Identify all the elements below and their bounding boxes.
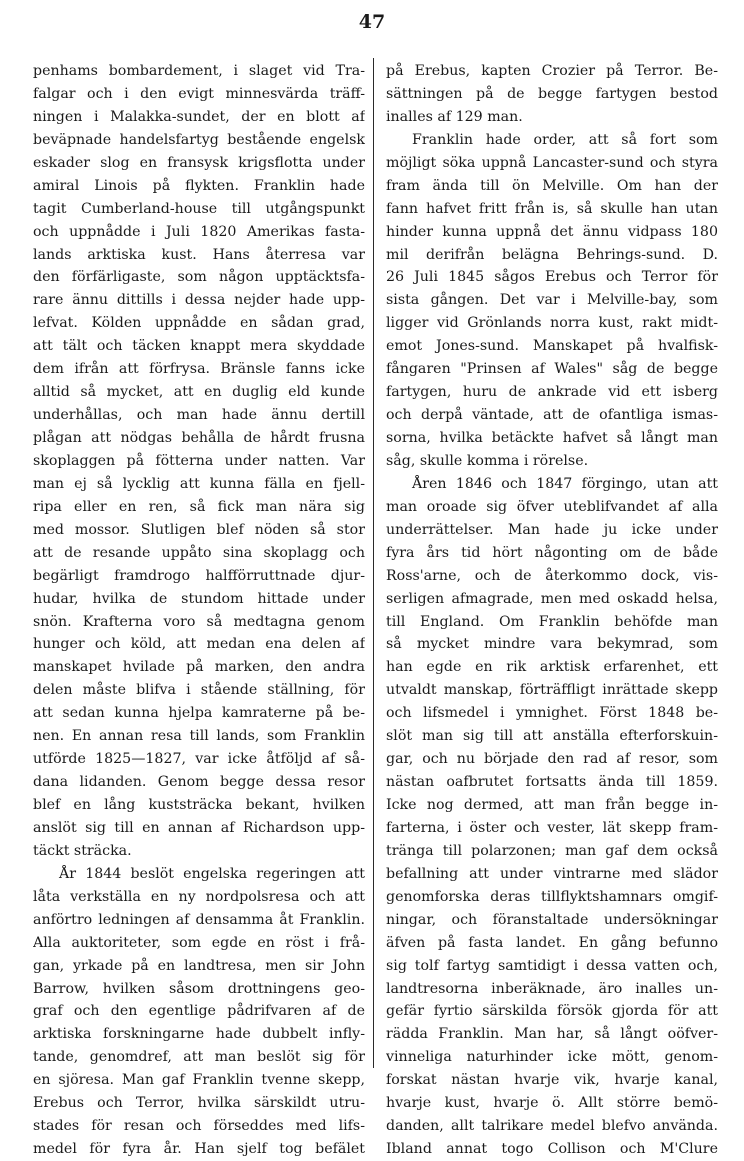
text-line: ningar, och föranstaltade undersökningar (386, 911, 718, 928)
text-line: mil derifrån belägna Behrings-sund. D. (386, 246, 718, 263)
text-line: dana lidanden. Genom begge dessa resor (33, 774, 365, 791)
right-column (386, 60, 718, 1161)
text-line: delen måste blifva i stående ställning, för (33, 682, 365, 699)
text-line: utförde 1825—1827, var icke åtföljd af så- (33, 751, 365, 768)
text-line: hinder kunna uppnå det ännu vidpass 180 (386, 223, 718, 240)
text-line: emot Jones-sund. Manskapet på hvalfisk- (386, 338, 718, 355)
text-line: att de resande uppåto sina skoplagg och (33, 544, 365, 561)
text-line: beväpnade handelsfartyg bestående engelsk (33, 131, 365, 148)
text-line: slöt man sig till att anställa efterforskuin- (386, 728, 718, 745)
text-line: plågan att nödgas behålla de hårdt frusna (33, 430, 365, 446)
text-line: en sjöresa. Man gaf Franklin tvenne skepp, (33, 1072, 365, 1089)
text-line: inalles af 129 man. (386, 108, 523, 125)
text-line: falgar och i den evigt minnesvärda träff- (33, 85, 365, 102)
text-line: Åren 1846 och 1847 förgingo, utan att (412, 475, 718, 492)
text-line: fyra års tid hört någonting om de både (386, 544, 718, 561)
text-line: penhams bombardement, i slaget vid Tra- (33, 63, 365, 79)
text-line: gefär fyrtio särskilda försök gjorda för att (386, 1003, 718, 1020)
text-line: och derpå väntade, att de ofantliga ismas- (386, 407, 718, 424)
text-line: sista gången. Det var i Melville-bay, som (386, 292, 718, 309)
text-line: medel för fyra år. Han sjelf tog befälet (33, 1141, 365, 1158)
text-line: alltid så mycket, att en duglig eld kunde (33, 384, 365, 401)
text-line: sig tolf fartyg samtidigt i dessa vatten och, (386, 957, 718, 974)
text-line: fartygen, huru de ankrade vid ett isberg (386, 384, 718, 401)
text-line: möjligt söka uppnå Lancaster-sund och styra (386, 154, 718, 171)
text-line: År 1844 beslöt engelska regeringen att (59, 865, 365, 882)
text-line: man ej så lycklig att kunna fälla en fjell- (33, 475, 365, 492)
text-line: landtresorna inberäknade, äro inalles un- (386, 980, 718, 997)
text-line: forskat nästan hvarje vik, hvarje kanal, (386, 1072, 718, 1089)
text-line: så mycket mindre vara bekymrad, som (386, 636, 718, 653)
text-line: begärligt framdrogo halfförruttnade djur- (33, 567, 365, 584)
text-line: Barrow, hvilken såsom drottningens geo- (33, 980, 365, 997)
text-line: Franklin hade order, att så fort som (412, 131, 718, 148)
text-line: med mossor. Slutligen blef nöden så stor (33, 521, 365, 538)
text-line: gan, yrkade på en landtresa, men sir John (33, 957, 365, 974)
text-line: man oroade sig öfver uteblifvandet af alla (386, 498, 718, 515)
text-line: underhållas, och man hade ännu dertill (33, 407, 365, 424)
text-line: tande, genomdref, att man beslöt sig för (33, 1049, 365, 1066)
text-line: anslöt sig till en annan af Richardson upp- (33, 819, 365, 836)
text-line: fram ända till ön Melville. Om han der (386, 177, 718, 194)
text-line: genomforska deras tillflyktshamnars omgif- (386, 888, 718, 905)
text-line: och lifsmedel i ymnighet. Först 1848 be- (386, 705, 718, 722)
text-line: hudar, hvilka de stundom hittade under (33, 590, 365, 607)
text-line: tränga till polarzonen; man gaf dem också (386, 842, 718, 859)
text-line: arktiska forskningarne hade dubbelt infly- (33, 1026, 365, 1043)
text-line: fann hafvet fritt från is, så skulle han utan (386, 200, 718, 217)
text-line: täckt sträcka. (33, 842, 132, 859)
text-line: anförtro ledningen af densamma åt Franklin. (33, 911, 365, 928)
text-line: snön. Krafterna voro så medtagna genom (33, 613, 365, 630)
text-line: sorna, hvilka betäckte hafvet så långt man (386, 430, 718, 446)
text-line: Ibland annat togo Collison och M'Clure (386, 1141, 718, 1158)
text-line: nästan oafbrutet fortsatts ända till 1859. (386, 774, 718, 791)
text-line: han egde en rik arktisk erfarenhet, ett (386, 659, 718, 676)
text-line: att sedan kunna hjelpa kamraterne på be- (33, 705, 365, 722)
text-line: på Erebus, kapten Crozier på Terror. Be- (386, 63, 718, 79)
text-line: nen. En annan resa till lands, som Franklin (33, 728, 365, 745)
text-line: lands arktiska kust. Hans återresa var (33, 246, 365, 263)
text-line: amiral Linois på flykten. Franklin hade (33, 177, 365, 194)
left-column (33, 60, 365, 1161)
text-line: Icke nog dermed, att man från begge in- (386, 797, 718, 813)
text-line: äfven på fasta landet. En gång befunno (386, 934, 718, 951)
text-line: lefvat. Kölden uppnådde en sådan grad, (33, 315, 365, 332)
text-line: serligen afmagrade, men med oskadd helsa, (386, 590, 718, 607)
text-line: rädda Franklin. Man har, så långt oöfver- (386, 1026, 718, 1043)
text-line: ningen i Malakka-sundet, der en blott af (33, 108, 365, 125)
text-line: till England. Om Franklin behöfde man (386, 613, 718, 630)
text-line: farterna, i öster och vester, lät skepp fram- (386, 819, 718, 836)
text-line: fångaren "Prinsen af Wales" såg de begge (386, 361, 718, 378)
text-line: stades för resan och förseddes med lifs- (33, 1118, 365, 1135)
text-line: Erebus och Terror, hvilka särskildt utru- (33, 1095, 365, 1112)
text-line: danden, allt talrikare medel blefvo använda. (386, 1118, 718, 1135)
text-line: den förfärligaste, som någon upptäcktsfa- (33, 269, 365, 286)
text-line: vinneliga naturhinder icke mött, genom- (386, 1049, 718, 1066)
text-line: ripa eller en ren, så fick man nära sig (33, 498, 365, 515)
text-line: manskapet hvilade på marken, den andra (33, 659, 365, 676)
column-divider (373, 58, 374, 1068)
text-line: utvaldt manskap, förträffligt inrättade skepp (386, 682, 718, 699)
page-number: 47 (358, 11, 386, 33)
text-line: att tält och täcken knappt mera skyddade (33, 338, 365, 355)
text-line: gar, och nu började den rad af resor, som (386, 751, 718, 768)
text-line: låta verkställa en ny nordpolsresa och att (33, 888, 365, 905)
text-line: rare ännu dittills i dessa nejder hade upp- (33, 292, 365, 309)
text-line: och uppnådde i Juli 1820 Amerikas fasta- (33, 223, 365, 240)
text-line: såg, skulle komma i rörelse. (386, 452, 589, 469)
text-line: dem ifrån att förfrysa. Bränsle fanns icke (33, 361, 365, 378)
text-line: eskader slog en fransysk krigsflotta under (33, 154, 365, 171)
text-line: skoplaggen på fötterna under natten. Var (33, 452, 365, 469)
text-line: hunger och köld, att medan ena delen af (33, 636, 365, 653)
text-line: 26 Juli 1845 sågos Erebus och Terror för (386, 269, 718, 286)
text-line: graf och den egentlige pådrifvaren af de (33, 1003, 365, 1020)
text-line: underrättelser. Man hade ju icke under (386, 521, 718, 538)
text-line: hvarje kust, hvarje ö. Allt större bemö- (386, 1095, 718, 1112)
text-line: sättningen på de begge fartygen bestod (386, 85, 718, 102)
text-line: tagit Cumberland-house till utgångspunkt (33, 200, 365, 217)
text-line: Ross'arne, och de återkommo dock, vis- (386, 567, 718, 584)
text-line: Alla auktoriteter, som egde en röst i frå- (33, 934, 365, 951)
text-line: blef en lång kuststräcka bekant, hvilken (33, 797, 365, 813)
text-line: befallning att under vintrarne med slädor (386, 865, 718, 882)
text-line: ligger vid Grönlands norra kust, rakt midt- (386, 315, 718, 332)
